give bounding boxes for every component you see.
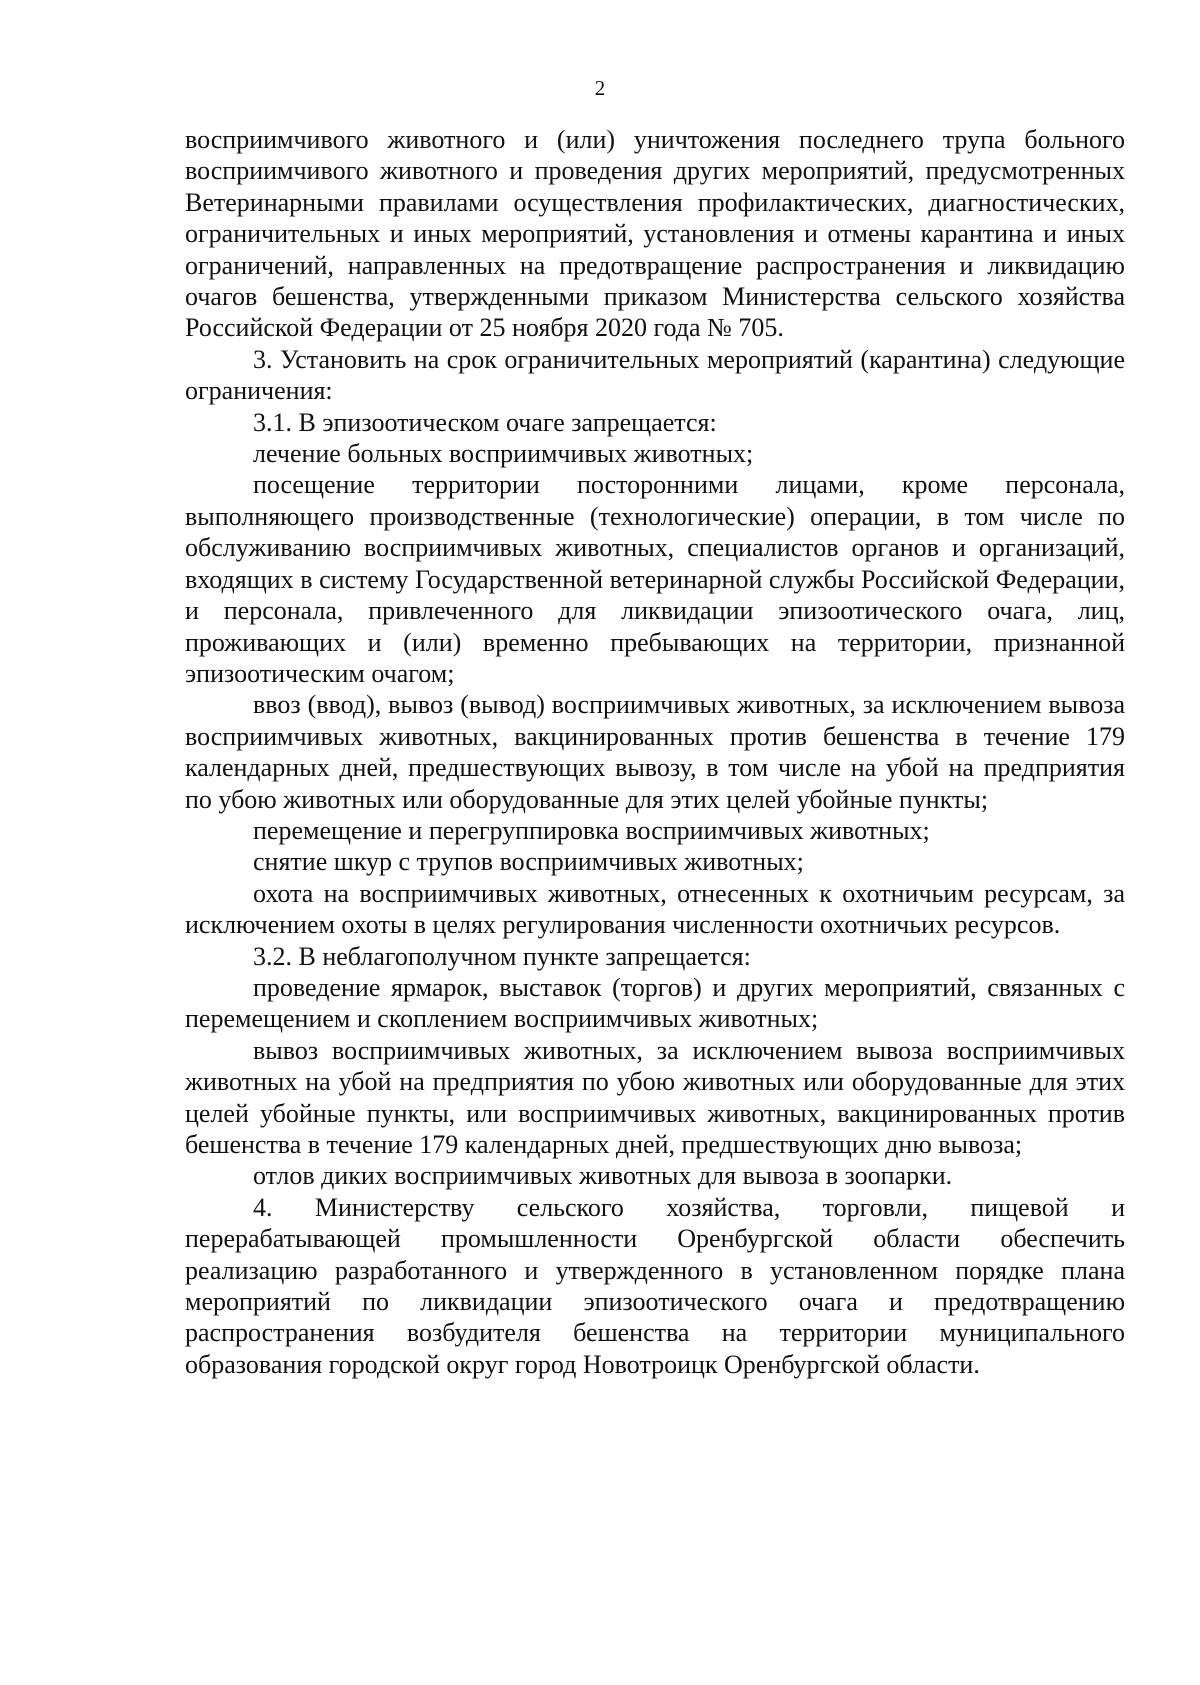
paragraph: охота на восприимчивых животных, отнесенных к охотничьим ресурсам, за исключением охоты в целях регулирования численности охотничьих ресурсов. [185, 878, 1125, 940]
paragraph: восприимчивого животного и (или) уничтожения последнего трупа больного восприимчивого животного и проведения других мероприятий, предусмотренных Ветеринарными правилами осуществления профилактических, диагностических, ограничительных и иных мероприятий, установления и отмены карантина и иных ограничений, направленных на предотвращение распространения и ликвидацию очагов бешенства, утвержденными приказом Министерства сельского хозяйства Российской Федерации от 25 ноября 2020 года № 705. [185, 125, 1125, 343]
paragraph: отлов диких восприимчивых животных для вывоза в зоопарки. [253, 1161, 953, 1191]
document-body [185, 124, 1125, 1380]
paragraph: проведение ярмарок, выставок (торгов) и других мероприятий, связанных с перемещением и скоплением восприимчивых животных; [185, 972, 1125, 1034]
paragraph: 4. Министерству сельского хозяйства, торговли, пищевой и перерабатывающей промышленности Оренбургской области обеспечить реализацию разработанного и утвержденного в установленном порядке плана мероприятий по ликвидации эпизоотического очага и предотвращению распространения возбудителя бешенства на территории муниципального образования городской округ город Новотроицк Оренбургской области. [185, 1192, 1125, 1379]
paragraph: снятие шкур с трупов восприимчивых животных; [253, 847, 804, 877]
paragraph: лечение больных восприимчивых животных; [253, 439, 754, 469]
paragraph: 3.2. В неблагополучном пункте запрещается: [253, 941, 751, 971]
paragraph: посещение территории посторонними лицами, кроме персонала, выполняющего производственные (технологические) операции, в том числе по обслуживанию восприимчивых животных, специалистов органов и организаций, входящих в систему Государственной ветеринарной службы Российской Федерации, и персонала, привлеченного для ликвидации эпизоотического очага, лиц, проживающих и (или) временно пребывающих на территории, признанной эпизоотическим очагом; [185, 470, 1125, 688]
paragraph: 3.1. В эпизоотическом очаге запрещается: [253, 407, 717, 437]
page-number: 2 [594, 76, 606, 100]
paragraph: перемещение и перегруппировка восприимчивых животных; [253, 815, 930, 845]
paragraph: вывоз восприимчивых животных, за исключением вывоза восприимчивых животных на убой на предприятия по убою животных или оборудованные для этих целей убойные пункты, или восприимчивых животных, вакцинированных против бешенства в течение 179 календарных дней, предшествующих дню вывоза; [185, 1035, 1125, 1159]
paragraph: ввоз (ввод), вывоз (вывод) восприимчивых животных, за исключением вывоза восприимчивых животных, вакцинированных против бешенства в течение 179 календарных дней, предшествующих вывозу, в том числе на убой на предприятия по убою животных или оборудованные для этих целей убойные пункты; [185, 690, 1125, 814]
paragraph: 3. Установить на срок ограничительных мероприятий (карантина) следующие ограничения: [185, 344, 1125, 406]
